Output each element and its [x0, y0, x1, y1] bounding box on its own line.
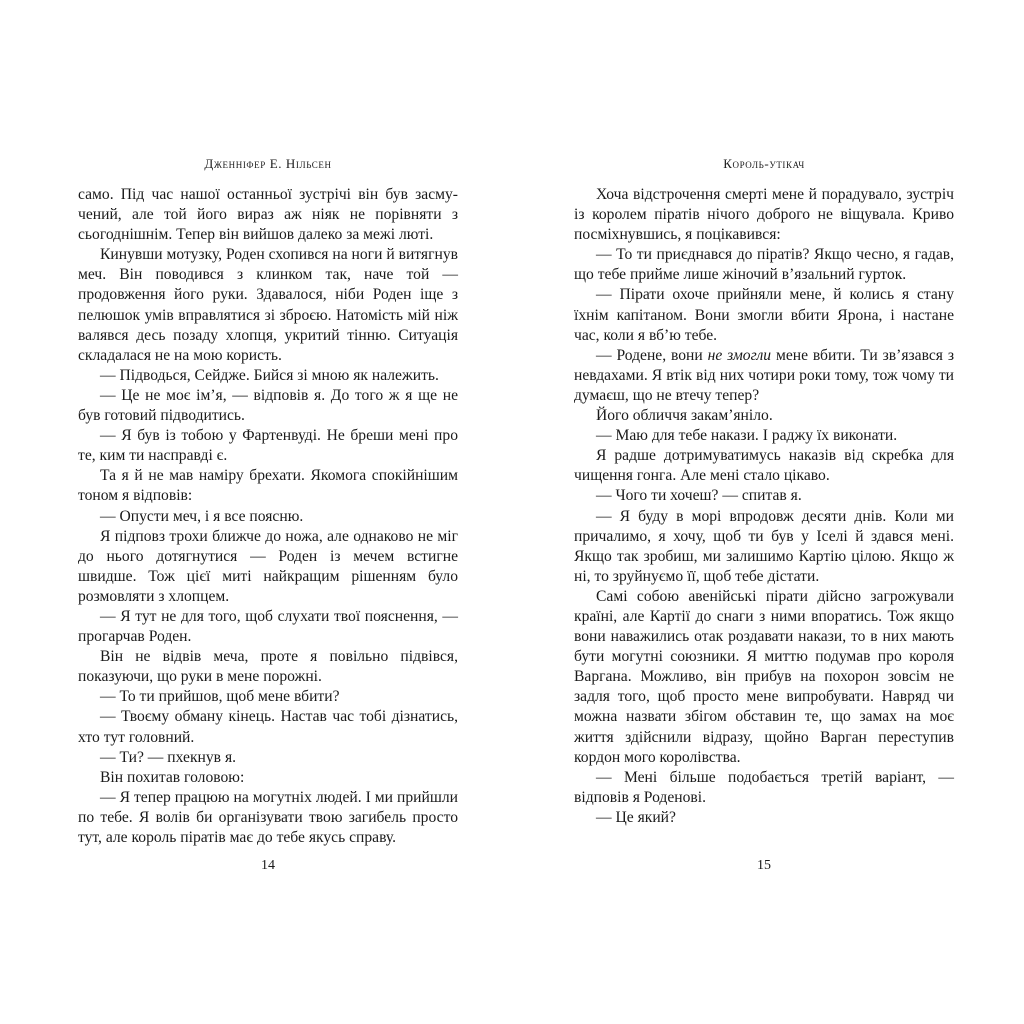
paragraph: само. Під час нашої останньої зустрічі він був засмучений, але той його вираз аж ніяк не порівняти з сьогоднішнім. Тепер він вийшов далеко за межі люті. — [78, 186, 458, 244]
running-head-title: Король-утікач — [723, 156, 805, 171]
paragraph: Кинувши мотузку, Роден схопився на ноги й витягнув меч. Він поводився з клинком так, наче той — продовження його руки. Здавалося, ніби Роден іще з пелюшок умів вправлятися зі зброєю. Натомість мій ніж валявся десь позаду хлопця, укритий тінню. Ситуація складалася не на мою користь. — [78, 246, 458, 364]
paragraph: — Я буду в морі впродовж десяти днів. Коли ми причалимо, я хочу, щоб ти був у Іселі й здався мені. Якщо так зробиш, ми залишимо Картію цілою. Якщо ж ні, то зруйнуємо її, щоб тебе дістати. — [574, 507, 954, 585]
paragraph: — Твоєму обману кінець. Настав час тобі дізнатись, хто тут головний. — [78, 708, 458, 746]
paragraph: — То ти приєднався до піратів? Якщо чесно, я гадав, що тебе прийме лише жіночий в’язальний гурток. — [574, 246, 954, 284]
paragraph: — Мені більше подобається третій варіант, — відповів я Роденові. — [574, 768, 954, 806]
paragraph: Та я й не мав наміру брехати. Якомога спокійнішим тоном я відповів: — [78, 467, 458, 505]
paragraph: — Опусти меч, і я все поясню. — [100, 507, 304, 525]
paragraph: — Це не моє ім’я, — відповів я. До того ж я ще не був готовий підводитись. — [78, 386, 458, 425]
paragraph: Самі собою авенійські пірати дійсно загрожували країні, але Картії до снаги з ними впоратись. Тож якщо вони наважились отак роздавати накази, то в них мають бути могутні союзники. Я миттю подумав про короля Варгана. Можливо, він прибув на похорон зовсім не задля того, щоб просто мене випробувати. Навряд чи можна назвати збігом обставин те, що замах на моє життя здійснили відразу, щойно Варган переступив кордон мого королівства. — [574, 587, 954, 766]
paragraph: Він не відвів меча, проте я повільно підвівся, показуючи, що руки в мене порожні. — [78, 648, 458, 686]
left-page-text — [78, 185, 458, 848]
paragraph: — То ти прийшов, щоб мене вбити? — [100, 688, 340, 706]
emphasis-italic: не змогли — [707, 346, 772, 364]
paragraph: — Підводься, Сейдже. Бийся зі мною як належить. — [100, 366, 439, 384]
page-number: 14 — [261, 858, 275, 873]
paragraph: Хоча відстрочення смерті мене й порадувало, зустріч із королем піратів нічого доброго не віщувала. Криво посміхнувшись, я поцікавився: — [574, 186, 954, 244]
paragraph: — Я тепер працюю на могутніх людей. І ми прийшли по тебе. Я волів би організувати твою загибель просто тут, але король піратів має до тебе якусь справу. — [78, 788, 458, 846]
paragraph: — Ти? — пхекнув я. — [100, 748, 237, 766]
paragraph: — Маю для тебе накази. І раджу їх виконати. — [596, 427, 898, 445]
paragraph: Я радше дотримуватимусь наказів від скребка для чищення гонга. Але мені стало цікаво. — [574, 447, 954, 485]
paragraph: — Пірати охоче прийняли мене, й колись я стану їхнім капітаном. Вони змогли вбити Ярона, і настане час, коли я вб’ю тебе. — [574, 286, 954, 344]
paragraph: — Чого ти хочеш? — спитав я. — [596, 487, 802, 505]
paragraph: — Я був із тобою у Фартенвуді. Не бреши мені про те, ким ти насправді є. — [78, 427, 458, 465]
page-number: 15 — [757, 858, 771, 873]
paragraph: — Я тут не для того, щоб слухати твої пояснення, — прогарчав Роден. — [78, 607, 458, 646]
emphasis-after: мене вбити. Ти зв’язався з невдахами. Я втік від них чотири роки тому, тож чому ти думаєш, що не втечу тепер? — [574, 346, 954, 404]
paragraph: Я підповз трохи ближче до ножа, але однаково не міг до нього дотягнутися — Роден із мечем встигне швидше. Тож цієї миті найкращим рішенням було розмовляти з хлопцем. — [78, 527, 458, 605]
right-page-text — [574, 185, 954, 828]
running-head-author: Дженніфер Е. Нільсен — [204, 156, 332, 171]
paragraph-with-emphasis — [574, 346, 954, 406]
paragraph: Він похитав головою: — [100, 768, 245, 786]
paragraph: — Це який? — [596, 808, 676, 826]
emphasis-before: — Родене, вони — [596, 346, 708, 364]
paragraph: Його обличчя закам’яніло. — [596, 407, 773, 425]
